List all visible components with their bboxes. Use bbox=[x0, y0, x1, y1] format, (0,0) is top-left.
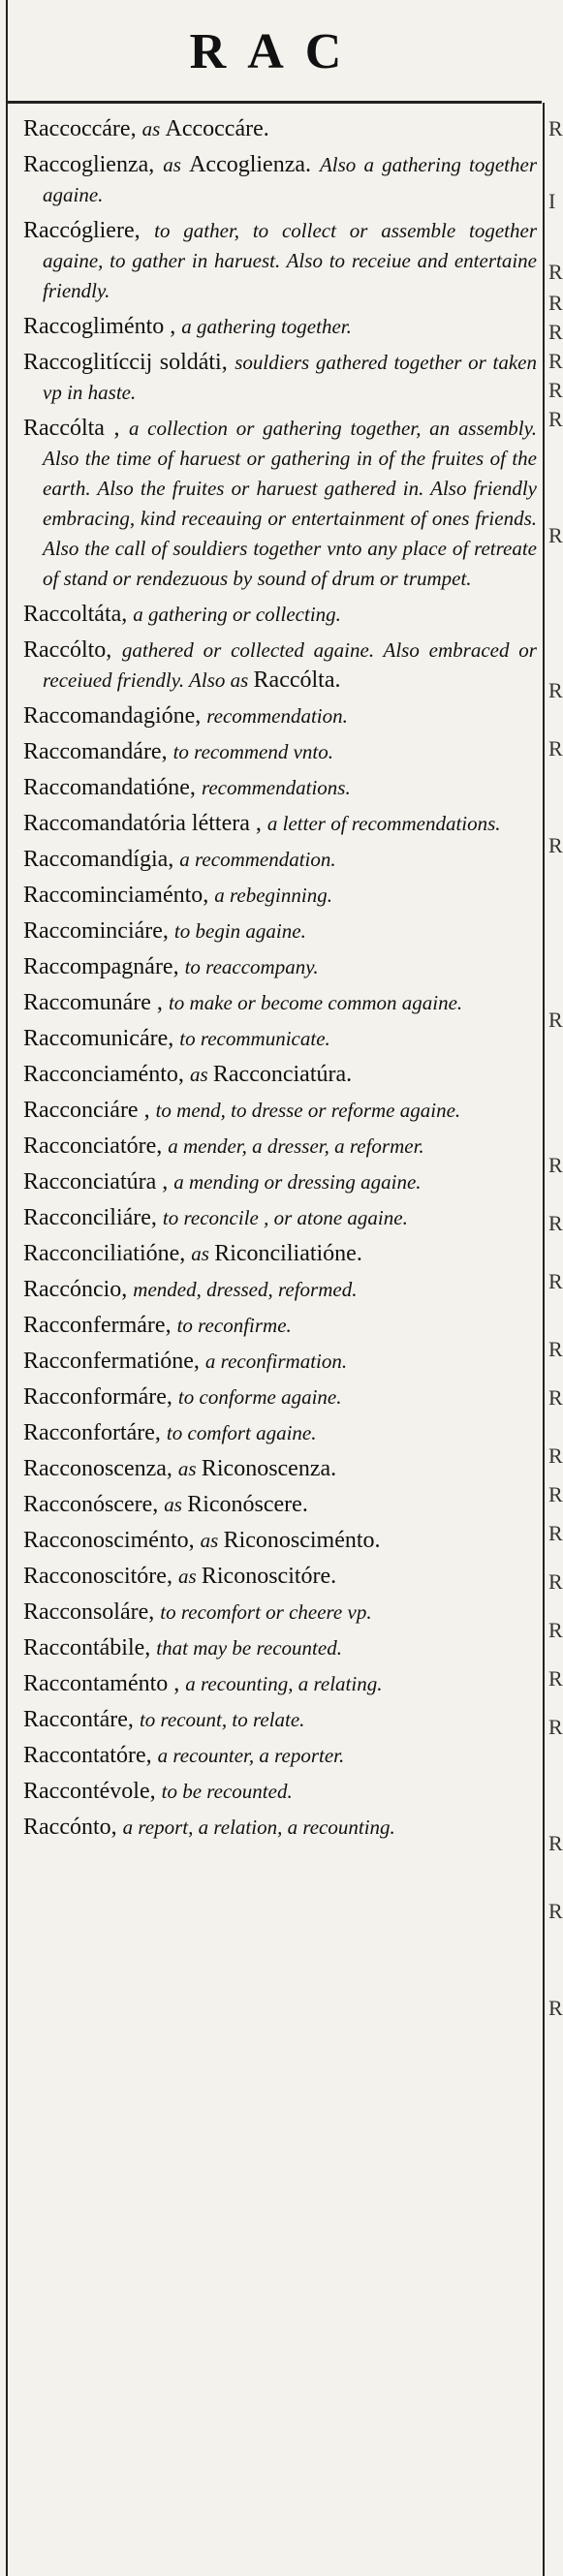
adjacent-column-letter: R bbox=[548, 1008, 563, 1032]
cross-reference: Accoccáre. bbox=[165, 116, 269, 141]
definition: as bbox=[189, 1063, 213, 1086]
dictionary-entry bbox=[23, 1347, 537, 1377]
definition: mended, dressed, reformed. bbox=[133, 1278, 358, 1301]
dictionary-entry bbox=[23, 916, 537, 947]
dictionary-entry bbox=[23, 952, 537, 982]
dictionary-entry bbox=[23, 988, 537, 1018]
headword: Racconóscere, bbox=[23, 1492, 165, 1517]
dictionary-entry bbox=[23, 1705, 537, 1735]
definition: to gather, to collect or assemble together againe, to gather in haruest. Also to receiue and entertaine friendly. bbox=[43, 219, 537, 302]
cross-reference: Riconoscenza. bbox=[201, 1456, 337, 1481]
headword: Raccontáre, bbox=[23, 1707, 140, 1732]
adjacent-column-letter: R bbox=[548, 1715, 563, 1739]
dictionary-entry bbox=[23, 1813, 537, 1843]
headword: Racconciatóre, bbox=[23, 1133, 169, 1159]
definition: a mending or dressing againe. bbox=[173, 1170, 422, 1194]
definition: to recount, to relate. bbox=[139, 1708, 305, 1731]
definition: a letter of recommendations. bbox=[266, 812, 501, 835]
headword: Raccoglienza, bbox=[23, 152, 164, 177]
definition: souldiers gathered together or taken vp in haste. bbox=[43, 351, 537, 404]
headword: Racconsoláre, bbox=[23, 1599, 161, 1625]
definition: a mender, a dresser, a reformer. bbox=[168, 1134, 424, 1158]
column-rule bbox=[543, 103, 545, 2576]
definition: a report, a relation, a recounting. bbox=[122, 1816, 395, 1839]
dictionary-entry bbox=[23, 1562, 537, 1592]
headword: Raccontatóre, bbox=[23, 1743, 158, 1768]
dictionary-entry bbox=[23, 1060, 537, 1090]
dictionary-entry bbox=[23, 1167, 537, 1197]
dictionary-entry bbox=[23, 1203, 537, 1233]
headword: Racconciáre , bbox=[23, 1098, 156, 1123]
adjacent-column-letter: R bbox=[548, 116, 563, 140]
definition: recommendations. bbox=[201, 776, 351, 799]
headword: Racconoscitóre, bbox=[23, 1564, 178, 1589]
headword: Raccomandagióne, bbox=[23, 703, 207, 729]
dictionary-entry bbox=[23, 1454, 537, 1484]
dictionary-entry bbox=[23, 1024, 537, 1054]
headword: Raccoltáta, bbox=[23, 602, 134, 627]
definition: as bbox=[177, 1565, 202, 1588]
adjacent-column-letter: R bbox=[548, 1618, 563, 1642]
definition: as bbox=[163, 153, 190, 176]
dictionary-entry bbox=[23, 150, 537, 210]
headword: Raccólta , bbox=[23, 416, 129, 441]
dictionary-entry bbox=[23, 737, 537, 767]
dictionary-entry bbox=[23, 114, 537, 144]
dictionary-entry bbox=[23, 773, 537, 803]
adjacent-column-letter: R bbox=[548, 1666, 563, 1691]
definition: as bbox=[141, 117, 166, 140]
headword: Racconciaménto, bbox=[23, 1062, 190, 1087]
page-header: RAC bbox=[189, 24, 363, 79]
definition: to recommunicate. bbox=[179, 1027, 330, 1050]
definition: a gathering together. bbox=[181, 315, 352, 338]
definition: as bbox=[191, 1242, 215, 1265]
definition: to make or become common againe. bbox=[168, 991, 463, 1014]
cross-reference: Riconosciménto. bbox=[223, 1528, 381, 1553]
adjacent-column-letter: R bbox=[548, 1153, 563, 1177]
definition-extra: Also a gathering together againe. bbox=[43, 153, 537, 206]
headword: Raccogliménto , bbox=[23, 314, 182, 339]
headword: Raccontábile, bbox=[23, 1635, 157, 1660]
dictionary-entry bbox=[23, 1777, 537, 1807]
adjacent-column-letter: R bbox=[548, 349, 563, 373]
adjacent-column-letter: R bbox=[548, 1482, 563, 1506]
definition: a recounting, a relating. bbox=[185, 1672, 383, 1695]
dictionary-entry bbox=[23, 1311, 537, 1341]
header-rule bbox=[8, 101, 542, 104]
headword: Raccoccáre, bbox=[23, 116, 142, 141]
definition: to mend, to dresse or reforme againe. bbox=[155, 1099, 461, 1122]
definition: a gathering or collecting. bbox=[133, 603, 341, 626]
definition: a collection or gathering together, an assembly. Also the time of haruest or gathering in of the fruites of the earth. Also the fruites or haruest gathered in. Also friendly embracing, kind receauing or entertainment of ones friends. Also the call of souldiers together vnto any place of retreate of stand or rendezuous by sound of drum or trumpet. bbox=[43, 417, 537, 590]
dictionary-entry bbox=[23, 600, 537, 630]
dictionary-entry bbox=[23, 348, 537, 408]
cross-reference: Riconóscere. bbox=[187, 1492, 308, 1517]
left-margin-rule bbox=[6, 0, 8, 2576]
definition: as bbox=[177, 1457, 202, 1480]
headword: Racconformáre, bbox=[23, 1384, 178, 1410]
adjacent-column-letter: R bbox=[548, 1269, 563, 1293]
adjacent-column-letter: R bbox=[548, 1996, 563, 2020]
headword: Raccompagnáre, bbox=[23, 954, 185, 979]
dictionary-entry bbox=[23, 1382, 537, 1412]
adjacent-column-letter: R bbox=[548, 678, 563, 702]
dictionary-entry bbox=[23, 216, 537, 306]
headword: Raccógliere, bbox=[23, 218, 155, 243]
adjacent-column-letter: R bbox=[548, 1831, 563, 1855]
headword: Raccomandígia, bbox=[23, 847, 180, 872]
entry-list bbox=[23, 114, 537, 1848]
definition: gathered or collected againe. Also embraced or receiued friendly. Also as bbox=[43, 638, 537, 692]
adjacent-column-letter: R bbox=[548, 736, 563, 760]
headword: Raccominciáre, bbox=[23, 918, 174, 944]
headword: Racconoscenza, bbox=[23, 1456, 178, 1481]
adjacent-column-letter: R bbox=[548, 407, 563, 431]
dictionary-entry bbox=[23, 845, 537, 875]
headword: Raccominciaménto, bbox=[23, 883, 215, 908]
adjacent-column-letter: R bbox=[548, 378, 563, 402]
cross-reference: Riconoscitóre. bbox=[201, 1564, 337, 1589]
adjacent-column-letter: I bbox=[548, 189, 556, 213]
adjacent-column-letter: R bbox=[548, 1569, 563, 1594]
dictionary-entry bbox=[23, 1239, 537, 1269]
definition: to comfort againe. bbox=[166, 1421, 317, 1444]
headword: Raccontévole, bbox=[23, 1779, 162, 1804]
headword: Racconciliatióne, bbox=[23, 1241, 192, 1266]
headword: Racconciliáre, bbox=[23, 1205, 163, 1230]
definition: to conforme againe. bbox=[177, 1385, 342, 1409]
adjacent-column-letter: R bbox=[548, 260, 563, 284]
headword: Raccomunáre , bbox=[23, 990, 169, 1015]
dictionary-entry bbox=[23, 312, 537, 342]
dictionary-entry bbox=[23, 1096, 537, 1126]
definition: to begin againe. bbox=[173, 919, 306, 943]
headword: Racconfortáre, bbox=[23, 1420, 167, 1445]
dictionary-entry bbox=[23, 1526, 537, 1556]
headword: Raccomunicáre, bbox=[23, 1026, 180, 1051]
adjacent-column-letter: R bbox=[548, 1521, 563, 1545]
adjacent-column-letter: R bbox=[548, 1899, 563, 1923]
cross-reference: Riconciliatióne. bbox=[214, 1241, 362, 1266]
adjacent-column-letter: R bbox=[548, 523, 563, 547]
adjacent-column-letter: R bbox=[548, 291, 563, 315]
dictionary-entry bbox=[23, 1275, 537, 1305]
definition: a reconfirmation. bbox=[204, 1350, 348, 1373]
cross-reference: Raccólta. bbox=[253, 667, 341, 693]
definition: to recomfort or cheere vp. bbox=[160, 1600, 372, 1624]
definition: a rebeginning. bbox=[214, 884, 332, 907]
headword: Raccónto, bbox=[23, 1815, 123, 1840]
dictionary-entry bbox=[23, 701, 537, 731]
dictionary-entry bbox=[23, 881, 537, 911]
cross-reference: Racconciatúra. bbox=[212, 1062, 353, 1087]
dictionary-entry bbox=[23, 414, 537, 594]
headword: Raccontaménto , bbox=[23, 1671, 186, 1696]
definition: that may be recounted. bbox=[156, 1636, 342, 1660]
headword: Racconciatúra , bbox=[23, 1169, 174, 1195]
headword: Racconfermáre, bbox=[23, 1313, 177, 1338]
definition: a recommendation. bbox=[179, 848, 336, 871]
headword: Raccomandatória léttera , bbox=[23, 811, 267, 836]
dictionary-entry bbox=[23, 809, 537, 839]
definition: to reconfirme. bbox=[176, 1314, 292, 1337]
dictionary-entry bbox=[23, 1490, 537, 1520]
dictionary-entry bbox=[23, 1669, 537, 1699]
dictionary-entry bbox=[23, 1418, 537, 1448]
adjacent-column-letter: R bbox=[548, 1211, 563, 1235]
definition: to reconcile , or atone againe. bbox=[162, 1206, 408, 1229]
headword: Raccólto, bbox=[23, 637, 122, 663]
definition: to recommend vnto. bbox=[172, 740, 334, 763]
dictionary-entry bbox=[23, 636, 537, 696]
adjacent-column-letter: R bbox=[548, 1385, 563, 1410]
dictionary-entry bbox=[23, 1633, 537, 1663]
adjacent-column-letter: R bbox=[548, 1337, 563, 1361]
adjacent-column-letter: R bbox=[548, 1443, 563, 1468]
headword: Raccóncio, bbox=[23, 1277, 134, 1302]
dictionary-entry bbox=[23, 1741, 537, 1771]
dictionary-entry bbox=[23, 1598, 537, 1628]
definition: as bbox=[164, 1493, 188, 1516]
headword: Racconfermatióne, bbox=[23, 1349, 205, 1374]
adjacent-column-letter: R bbox=[548, 320, 563, 344]
headword: Raccomandáre, bbox=[23, 739, 173, 764]
definition: recommendation. bbox=[206, 704, 348, 728]
definition: to reaccompany. bbox=[184, 955, 319, 978]
adjacent-column-letter: R bbox=[548, 833, 563, 857]
definition: to be recounted. bbox=[161, 1780, 293, 1803]
headword: Racconosciménto, bbox=[23, 1528, 201, 1553]
cross-reference: Accoglienza. bbox=[189, 152, 320, 177]
headword: Raccoglitíccij soldáti, bbox=[23, 350, 235, 375]
headword: Raccomandatióne, bbox=[23, 775, 202, 800]
definition: as bbox=[200, 1529, 224, 1552]
dictionary-entry bbox=[23, 1132, 537, 1162]
definition: a recounter, a reporter. bbox=[157, 1744, 345, 1767]
